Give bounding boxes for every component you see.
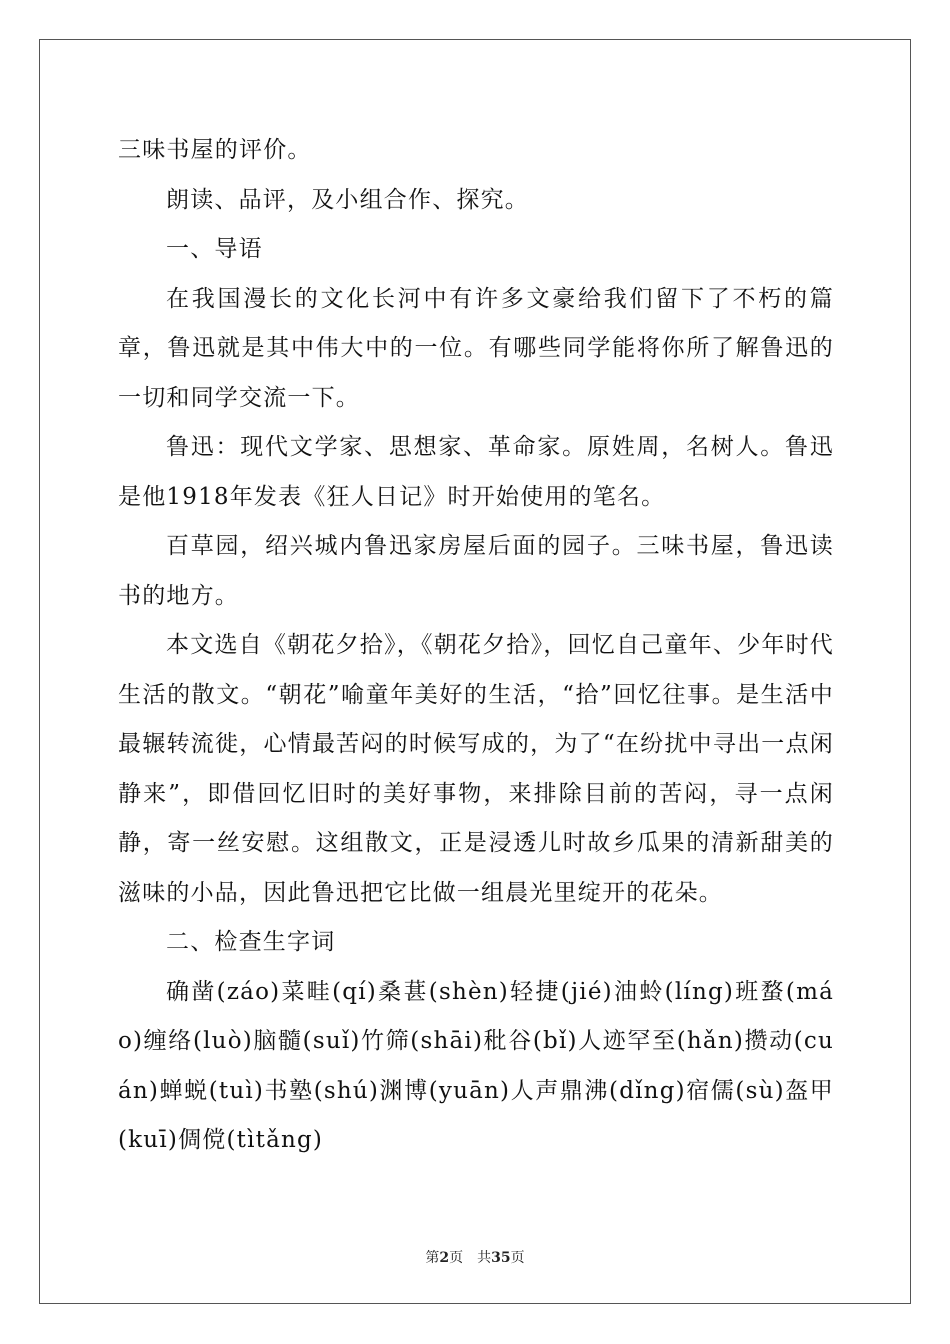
footer-prefix: 第	[425, 1250, 440, 1266]
paragraph-source: 本文选自《朝花夕拾》，《朝花夕拾》，回忆自己童年、少年时代生活的散文。“朝花”喻童年美好的生活，“拾”回忆往事。是生活中最辗转流徙，心情最苦闷的时候写成的，为了“在纷扰中寻出一点闲静来”，即借回忆旧时的美好事物，来排除目前的苦闷，寻一点闲静，寄一丝安慰。这组散文，正是浸透儿时故乡瓜果的清新甜美的滋味的小品，因此鲁迅把它比做一组晨光里绽开的花朵。	[118, 632, 834, 906]
paragraph-intro: 在我国漫长的文化长河中有许多文豪给我们留下了不朽的篇章，鲁迅就是其中伟大中的一位。有哪些同学能将你所了解鲁迅的一切和同学交流一下。	[118, 285, 834, 411]
document-body	[118, 126, 834, 1166]
paragraph-luxun-bio: 鲁迅：现代文学家、思想家、革命家。原姓周，名树人。鲁迅是他1918年发表《狂人日记》时开始使用的笔名。	[118, 434, 834, 510]
footer-total-pages: 35	[491, 1250, 511, 1266]
footer-total-prefix: 共	[477, 1250, 492, 1266]
section-heading-vocabulary: 二、检查生字词	[166, 929, 336, 955]
footer-page-number: 2	[439, 1250, 450, 1266]
paragraph-evaluation: 三味书屋的评价。	[118, 137, 312, 163]
footer-page-suffix: 页	[449, 1250, 464, 1266]
paragraph-method: 朗读、品评，及小组合作、探究。	[166, 186, 529, 213]
page-footer	[0, 1247, 950, 1267]
section-heading-intro: 一、导语	[166, 236, 263, 262]
paragraph-vocabulary: 确凿(záo)菜畦(qí)桑葚(shèn)轻捷(jié)油蛉(líng)班蝥(máo)缠络(luò)脑髓(suǐ)竹筛(shāi)秕谷(bǐ)人迹罕至(hǎn)攒动(cuán)蝉蜕(tuì)书塾(shú)渊博(yuān)人声鼎沸(dǐng)宿儒(sù)盔甲(kuī)倜傥(tìtǎng)	[118, 978, 834, 1153]
footer-total-suffix: 页	[510, 1250, 525, 1266]
paragraph-places: 百草园，绍兴城内鲁迅家房屋后面的园子。三味书屋，鲁迅读书的地方。	[118, 533, 834, 609]
